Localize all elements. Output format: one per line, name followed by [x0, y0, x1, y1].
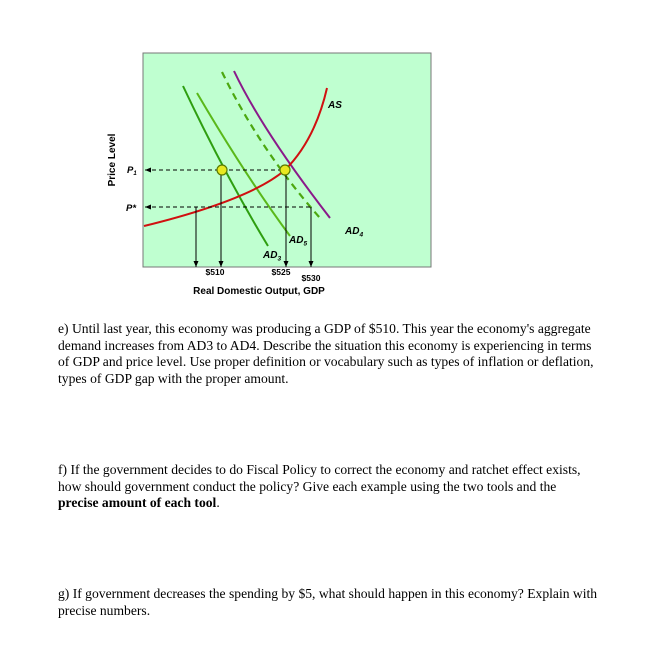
y-tick-p1: $P_1$	[127, 165, 137, 177]
question-f-bold: precise amount of each tool	[58, 495, 217, 510]
ad4-label: $AD_4$	[345, 226, 364, 239]
question-g: g) If government decreases the spending by $5, what should happen in this economy? Explain with precise numbers.	[58, 586, 598, 618]
as-label: AS	[328, 100, 342, 111]
question-f-end: .	[216, 495, 220, 510]
x-tick-525: $525	[271, 267, 291, 277]
y-tick-pstar: P*	[126, 203, 137, 214]
ad3-label: $AD_3$	[263, 250, 282, 263]
question-e: e) Until last year, this economy was producing a GDP of $510. This year the economy's aggregate demand increases from AD3 to AD4. Describe the situation this economy is experiencing in terms of GDP and price level. Use proper definition or vocabulary such as types of inflation or deflation, types of GDP gap with the proper amount.	[58, 321, 594, 386]
aggregate-demand-supply-chart	[0, 0, 654, 310]
equilibrium-marker-ad5	[217, 165, 227, 175]
x-tick-530: $530	[301, 273, 321, 283]
y-axis-title: Price Level	[107, 133, 118, 187]
x-axis-title: Real Domestic Output, GDP	[193, 286, 325, 297]
equilibrium-marker-ad4	[280, 165, 290, 175]
question-f	[58, 462, 598, 512]
x-tick-510: $510	[205, 267, 225, 277]
question-f-text: f) If the government decides to do Fiscal Policy to correct the economy and ratchet effect exists, how should government conduct the policy? Give each example using the two tools and the	[58, 462, 581, 494]
ad5-label: $AD_5$	[289, 235, 308, 248]
